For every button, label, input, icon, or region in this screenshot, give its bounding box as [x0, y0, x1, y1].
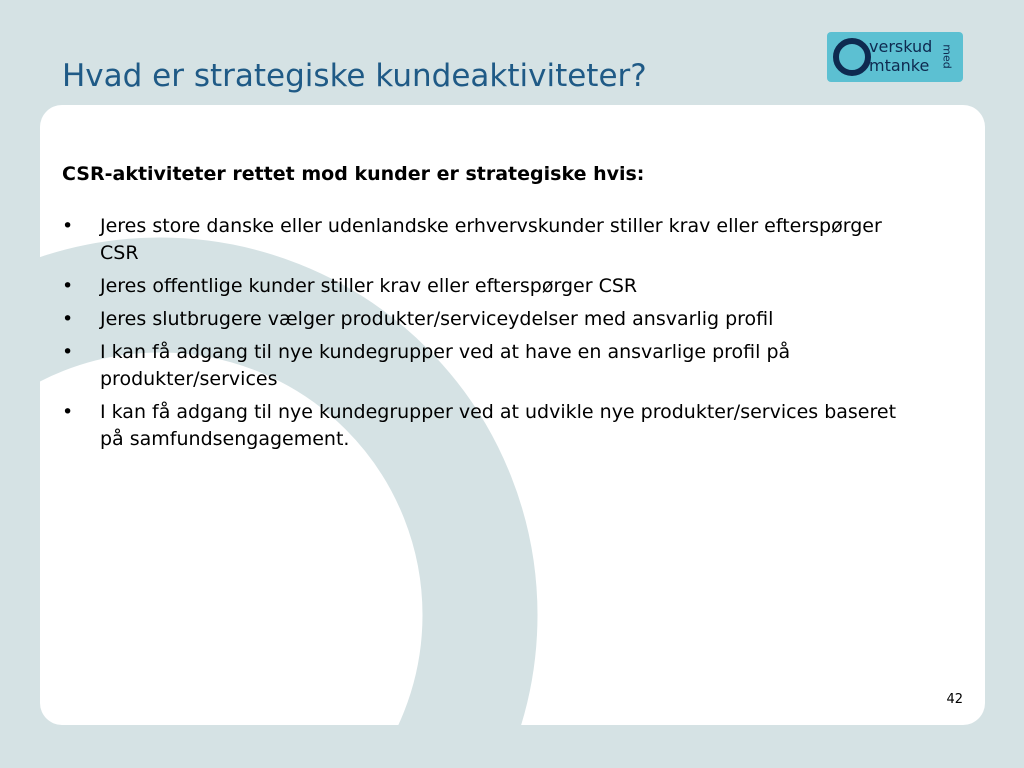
bullet-text: Jeres store danske eller udenlandske erhvervskunder stiller krav eller efterspørger CSR: [100, 215, 882, 264]
logo-word-1: verskud: [869, 37, 933, 56]
bullet-item: [62, 399, 920, 453]
content-card: [40, 105, 985, 725]
bullet-text: Jeres slutbrugere vælger produkter/serviceydelser med ansvarlig profil: [100, 308, 774, 330]
logo-word-2: mtanke: [869, 56, 930, 75]
bullet-list: [62, 213, 942, 453]
bullet-item: [62, 306, 920, 333]
logo-o-ring: [833, 38, 871, 76]
bullet-item: [62, 213, 920, 267]
logo-vertical-word: med: [940, 44, 954, 69]
slide-body: [62, 163, 942, 459]
slide-title: Hvad er strategiske kundeaktiviteter?: [62, 58, 647, 94]
bullet-marker: •: [62, 215, 74, 237]
bullet-item: [62, 339, 920, 393]
bullet-marker: •: [62, 341, 74, 363]
bullet-marker: •: [62, 308, 74, 330]
page-number: 42: [946, 692, 963, 707]
slide-subheading: CSR-aktiviteter rettet mod kunder er strategiske hvis:: [62, 163, 645, 185]
bullet-item: [62, 273, 920, 300]
bullet-marker: •: [62, 275, 74, 297]
bullet-text: I kan få adgang til nye kundegrupper ved at have en ansvarlige profil på produkter/services: [100, 341, 791, 390]
bullet-marker: •: [62, 401, 74, 423]
bullet-text: I kan få adgang til nye kundegrupper ved at udvikle nye produkter/services baseret på samfundsengagement.: [100, 401, 897, 450]
bullet-text: Jeres offentlige kunder stiller krav eller efterspørger CSR: [100, 275, 638, 297]
brand-logo: [827, 32, 963, 82]
